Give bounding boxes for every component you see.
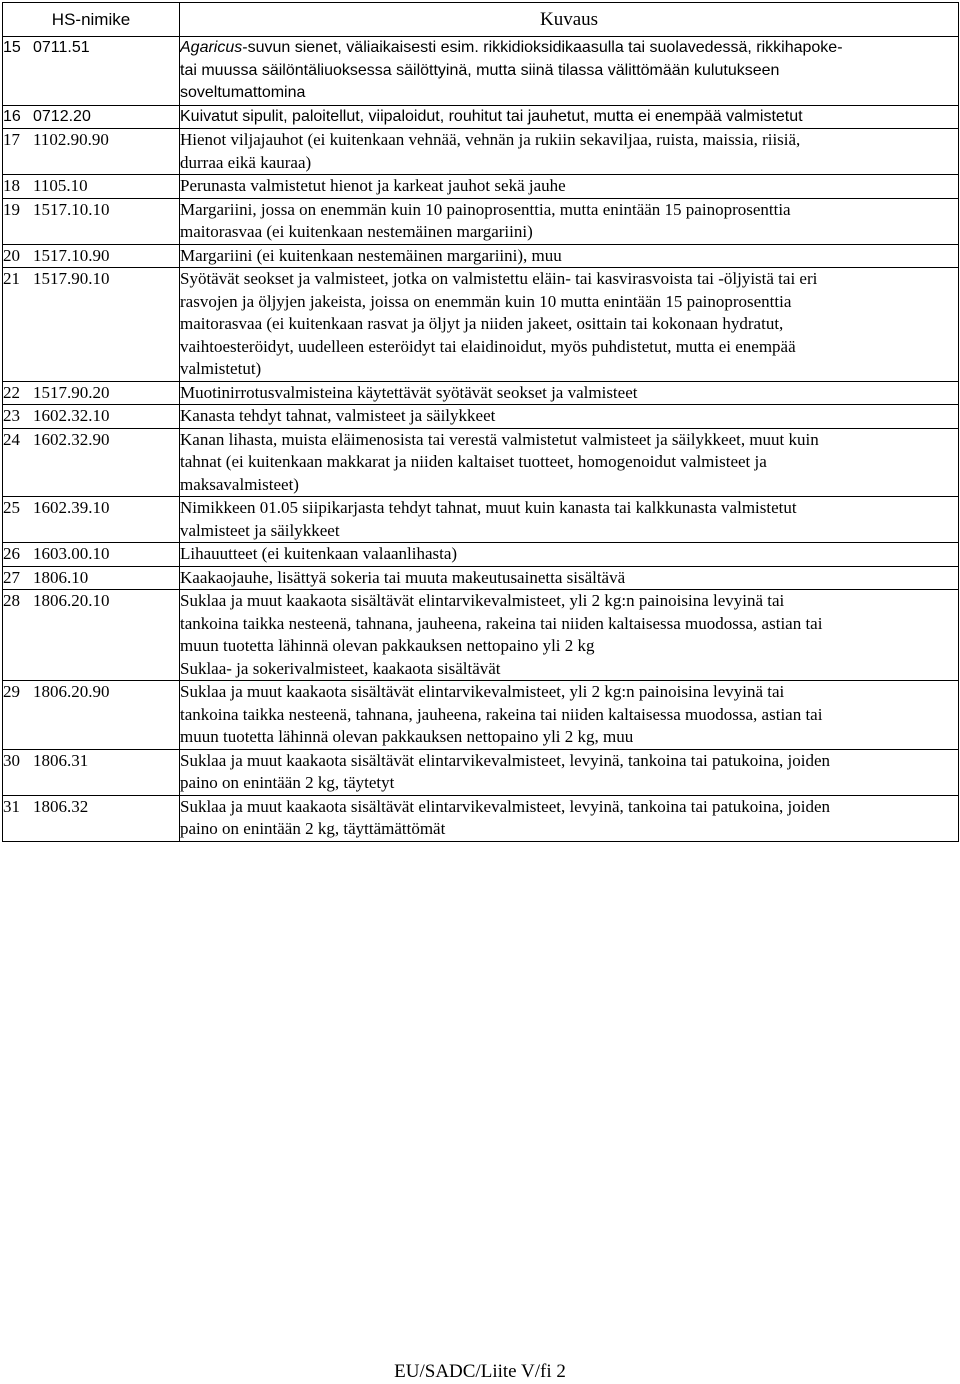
description-line: maitorasvaa (ei kuitenkaan rasvat ja öljyt ja niiden jakeet, osittain tai kokonaan hydratut,	[180, 314, 784, 333]
row-code-cell	[3, 681, 180, 750]
description-line: Suklaa ja muut kaakaota sisältävät elintarvikevalmisteet, yli 2 kg:n painoisina levyinä tai	[180, 682, 785, 701]
table-row	[3, 590, 959, 681]
table-row	[3, 198, 959, 244]
hs-code: 1517.90.20	[33, 382, 110, 402]
row-description-cell	[180, 129, 959, 175]
description-line: Suklaa- ja sokerivalmisteet, kaakaota sisältävät	[180, 658, 501, 678]
row-number: 23	[3, 406, 20, 425]
table-header-row	[3, 3, 959, 37]
description-line: Suklaa ja muut kaakaota sisältävät elintarvikevalmisteet, yli 2 kg:n painoisina levyinä tai	[180, 591, 785, 610]
table-row	[3, 749, 959, 795]
row-description-cell	[180, 244, 959, 268]
description-line: Perunasta valmistetut hienot ja karkeat jauhot sekä jauhe	[180, 176, 566, 195]
description-line: valmisteet ja säilykkeet	[180, 520, 340, 540]
row-code-cell	[3, 37, 180, 106]
table-row	[3, 381, 959, 405]
row-number: 31	[3, 796, 20, 816]
row-code-cell	[3, 566, 180, 590]
row-code-cell	[3, 381, 180, 405]
table-row	[3, 105, 959, 129]
row-code-cell	[3, 175, 180, 199]
row-description-cell	[180, 198, 959, 244]
description-line: Syötävät seokset ja valmisteet, jotka on valmistettu eläin- tai kasvirasvoista tai -öljyistä tai eri	[180, 269, 818, 288]
description-line: rasvojen ja öljyjen jakeista, joissa on enemmän kuin 10 mutta enintään 15 painoprosenttia	[180, 291, 792, 311]
row-description-cell	[180, 681, 959, 750]
description-line: Lihauutteet (ei kuitenkaan valaanlihasta)	[180, 544, 458, 563]
hs-code: 1602.32.10	[33, 406, 110, 425]
description-line: maitorasvaa (ei kuitenkaan nestemäinen margariini)	[180, 222, 533, 241]
hs-code-table	[2, 2, 959, 842]
table-body	[3, 37, 959, 842]
hs-code: 1806.20.90	[33, 682, 110, 701]
table-row	[3, 268, 959, 382]
row-number: 19	[3, 199, 20, 219]
description-line: valmistetut)	[180, 359, 262, 378]
description-line: Margariini (ei kuitenkaan nestemäinen margariini), muu	[180, 245, 562, 265]
description-line: muun tuotetta lähinnä olevan pakkauksen nettopaino yli 2 kg, muu	[180, 727, 634, 746]
description-line	[180, 37, 958, 60]
row-description-cell	[180, 497, 959, 543]
description-line: durraa eikä kauraa)	[180, 152, 312, 172]
row-code-cell	[3, 428, 180, 497]
description-line: Kaakaojauhe, lisättyä sokeria tai muuta makeutusainetta sisältävä	[180, 567, 626, 587]
hs-code: 1806.20.10	[33, 591, 110, 610]
row-description-cell	[180, 543, 959, 567]
row-number: 27	[3, 567, 20, 587]
page-footer: EU/SADC/Liite V/fi 2	[394, 1361, 566, 1382]
description-line: maksavalmisteet)	[180, 474, 299, 494]
table-row	[3, 543, 959, 567]
table-row	[3, 795, 959, 841]
row-code-cell	[3, 244, 180, 268]
hs-code: 0711.51	[33, 39, 90, 56]
table-row	[3, 428, 959, 497]
description-line: Kanan lihasta, muista eläimenosista tai verestä valmistetut valmisteet ja säilykkeet, muut kuin	[180, 429, 819, 449]
description-line: Kanasta tehdyt tahnat, valmisteet ja säilykkeet	[180, 406, 496, 425]
hs-code: 0712.20	[33, 107, 91, 125]
row-description-cell	[180, 749, 959, 795]
row-description-cell	[180, 428, 959, 497]
row-number: 18	[3, 176, 20, 195]
description-line: muun tuotetta lähinnä olevan pakkauksen nettopaino yli 2 kg	[180, 636, 595, 655]
table-row	[3, 244, 959, 268]
table-row	[3, 405, 959, 429]
hs-code: 1517.90.10	[33, 269, 110, 288]
row-number: 17	[3, 130, 20, 149]
table-row	[3, 497, 959, 543]
hs-code: 1105.10	[33, 176, 88, 195]
description-line: paino on enintään 2 kg, täyttämättömät	[180, 819, 446, 838]
row-code-cell	[3, 795, 180, 841]
row-code-cell	[3, 129, 180, 175]
hs-code: 1806.31	[33, 750, 89, 770]
description-line: paino on enintään 2 kg, täytetyt	[180, 773, 395, 792]
row-code-cell	[3, 749, 180, 795]
hs-code: 1517.10.10	[33, 199, 110, 219]
description-line: vaihtoesteröidyt, uudelleen esteröidyt tai elaidinoidut, myös puhdistetut, mutta ei enempää	[180, 336, 796, 356]
row-code-cell	[3, 198, 180, 244]
description-line: Suklaa ja muut kaakaota sisältävät elintarvikevalmisteet, levyinä, tankoina tai patukoina, joiden	[180, 750, 831, 770]
description-line: Margariini, jossa on enemmän kuin 10 painoprosenttia, mutta enintään 15 painoprosenttia	[180, 199, 791, 219]
table-row	[3, 175, 959, 199]
description-line: soveltumattomina	[180, 84, 306, 101]
table-row	[3, 37, 959, 106]
description-line: tai muussa säilöntäliuoksessa säilöttyinä, mutta siinä tilassa välittömään kulutukseen	[180, 61, 780, 79]
row-number: 26	[3, 544, 20, 563]
hs-code: 1602.39.10	[33, 498, 110, 517]
row-description-cell	[180, 566, 959, 590]
table-row	[3, 566, 959, 590]
row-number: 20	[3, 245, 20, 265]
description-line: tankoina taikka nesteenä, tahnana, jauheena, rakeina tai niiden kaltaisessa muodossa, astian tai	[180, 704, 823, 724]
row-number: 24	[3, 429, 20, 449]
description-line: Hienot viljajauhot (ei kuitenkaan vehnää, vehnän ja rukiin sekaviljaa, ruista, maissia, riisiä,	[180, 130, 801, 149]
description-italic-term: Agaricus	[180, 39, 243, 56]
row-number: 30	[3, 750, 20, 770]
header-description: Kuvaus	[180, 3, 959, 37]
header-hs-code: HS-nimike	[3, 3, 180, 37]
row-code-cell	[3, 497, 180, 543]
row-description-cell	[180, 795, 959, 841]
row-description-cell	[180, 381, 959, 405]
hs-code: 1806.32	[33, 796, 89, 816]
row-description-cell	[180, 405, 959, 429]
row-description-cell	[180, 105, 959, 129]
row-description-cell	[180, 37, 959, 106]
hs-code: 1517.10.90	[33, 245, 110, 265]
description-line: tankoina taikka nesteenä, tahnana, jauheena, rakeina tai niiden kaltaisessa muodossa, astian tai	[180, 613, 823, 633]
row-code-cell	[3, 105, 180, 129]
row-number: 16	[3, 107, 21, 125]
row-code-cell	[3, 405, 180, 429]
row-number: 21	[3, 269, 20, 288]
hs-code: 1102.90.90	[33, 130, 109, 149]
row-number: 25	[3, 498, 20, 517]
hs-code: 1806.10	[33, 567, 89, 587]
row-code-cell	[3, 590, 180, 681]
description-line: Muotinirrotusvalmisteina käytettävät syötävät seokset ja valmisteet	[180, 382, 638, 402]
description-line: Suklaa ja muut kaakaota sisältävät elintarvikevalmisteet, levyinä, tankoina tai patukoina, joiden	[180, 796, 831, 816]
description-line: Kuivatut sipulit, paloitellut, viipaloidut, rouhitut tai jauhetut, mutta ei enempää valmistetut	[180, 107, 803, 125]
row-code-cell	[3, 543, 180, 567]
description-line: tahnat (ei kuitenkaan makkarat ja niiden kaltaiset tuotteet, homogenoidut valmisteet ja	[180, 452, 767, 471]
row-description-cell	[180, 590, 959, 681]
row-description-cell	[180, 175, 959, 199]
description-line-text: -suvun sienet, väliaikaisesti esim. rikkidioksidikaasulla tai suolavedessä, rikkihapoke-	[242, 39, 843, 56]
row-description-cell	[180, 268, 959, 382]
hs-code: 1602.32.90	[33, 429, 110, 449]
hs-code: 1603.00.10	[33, 544, 110, 563]
table-row	[3, 681, 959, 750]
row-code-cell	[3, 268, 180, 382]
row-number: 28	[3, 591, 20, 610]
row-number: 22	[3, 382, 20, 402]
description-line: Nimikkeen 01.05 siipikarjasta tehdyt tahnat, muut kuin kanasta tai kalkkunasta valmistetut	[180, 498, 797, 517]
table-row	[3, 129, 959, 175]
row-number: 29	[3, 682, 20, 701]
row-number: 15	[3, 39, 21, 56]
